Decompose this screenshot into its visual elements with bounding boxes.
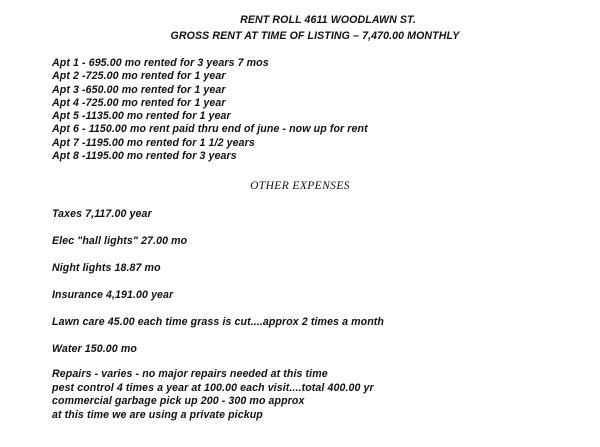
elec-hall-lights-line: Elec "hall lights" 27.00 mo xyxy=(52,235,188,247)
document-title: RENT ROLL 4611 WOODLAWN ST. xyxy=(240,14,416,26)
repairs-line: Repairs - varies - no major repairs needed at this time xyxy=(52,368,328,380)
apartment-line-2: Apt 2 -725.00 mo rented for 1 year xyxy=(52,70,226,83)
apartment-line-6: Apt 6 - 1150.00 mo rent paid thru end of june - now up for rent xyxy=(52,123,368,136)
other-expenses-heading: OTHER EXPENSES xyxy=(250,180,350,192)
apartment-line-3: Apt 3 -650.00 mo rented for 1 year xyxy=(52,83,226,96)
apartment-line-5: Apt 5 -1135.00 mo rented for 1 year xyxy=(52,110,231,123)
private-pickup-line: at this time we are using a private pickup xyxy=(52,408,263,421)
water-line: Water 150.00 mo xyxy=(52,343,137,355)
apartment-line-8: Apt 8 -1195.00 mo rented for 3 years xyxy=(52,150,237,163)
apartment-line-4: Apt 4 -725.00 mo rented for 1 year xyxy=(52,96,226,109)
document-header xyxy=(0,12,600,44)
apartment-list xyxy=(52,57,368,163)
apartment-line-7: Apt 7 -1195.00 mo rented for 1 1/2 years xyxy=(52,136,255,149)
night-lights-line: Night lights 18.87 mo xyxy=(52,262,161,274)
apartment-line-1: Apt 1 - 695.00 mo rented for 3 years 7 mos xyxy=(52,57,269,69)
repairs-block xyxy=(52,368,374,422)
lawn-care-line: Lawn care 45.00 each time grass is cut....approx 2 times a month xyxy=(52,316,384,328)
pest-control-line: pest control 4 times a year at 100.00 each visit....total 400.00 yr xyxy=(52,381,374,394)
taxes-line: Taxes 7,117.00 year xyxy=(52,208,152,220)
garbage-pickup-line: commercial garbage pick up 200 - 300 mo approx xyxy=(52,395,305,407)
gross-rent-line: GROSS RENT AT TIME OF LISTING – 7,470.00 MONTHLY xyxy=(170,30,460,42)
insurance-line: Insurance 4,191.00 year xyxy=(52,289,174,301)
